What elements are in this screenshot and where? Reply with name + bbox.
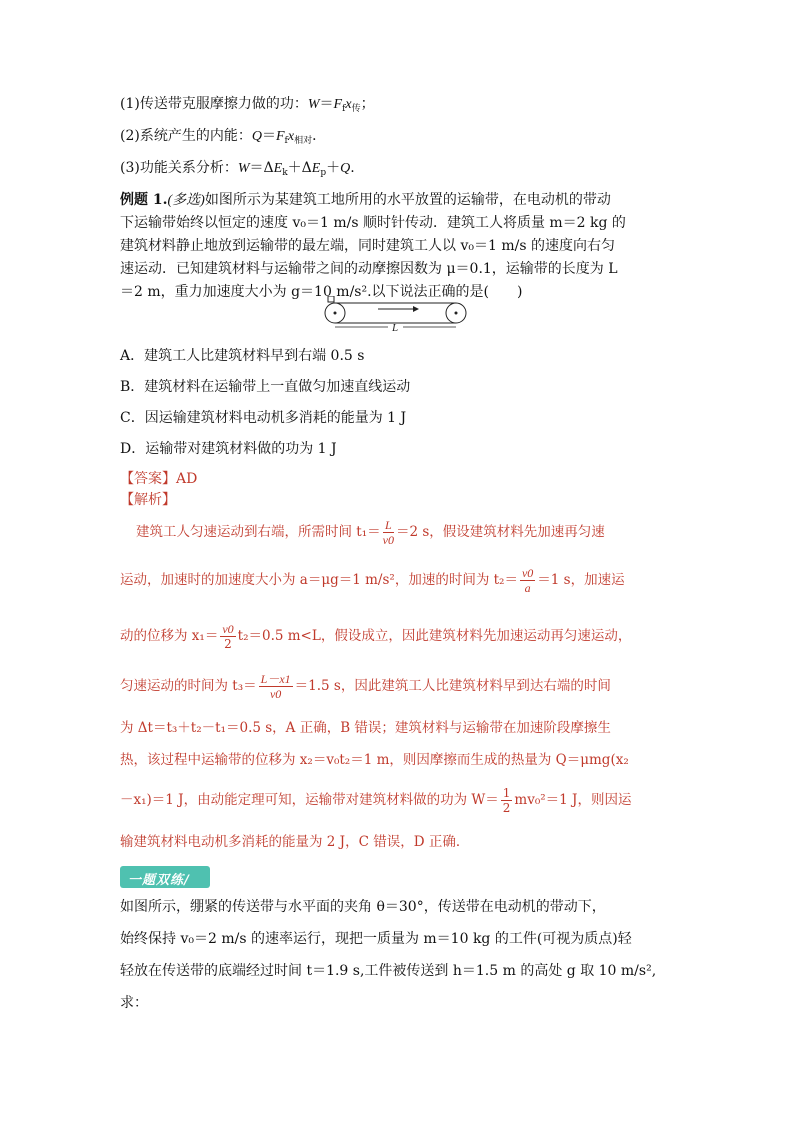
formula-text-3: (3)功能关系分析： [120,160,238,176]
answer-line [120,469,197,489]
example-line-2: 下运输带始终以恒定的速度 v₀＝1 m/s 顺时针传动．建筑工人将质量 m＝2 kg 的 [120,215,626,231]
solution-line-7: －x₁)＝1 J，由动能定理可知，运输带对建筑材料做的功为 W＝ $\frac{1}{2}$ mv₀²＝1 J，则因运 [120,786,632,815]
formula-line-2: (2)系统产生的内能：$Q=F_fx_{相对}$． [120,128,327,146]
solution-line-1: 建筑工人匀速运动到右端，所需时间 t₁＝ $\frac{L}{v0}$ ＝2 s，假设建筑材料先加速再匀速 [136,518,605,547]
practice-line-3: 轻放在传送带的底端经过时间 t＝1.9 s,工件被传送到 h＝1.5 m 的高处 g 取 10 m/s², [120,963,657,979]
practice-line-4: 求： [120,995,148,1011]
conveyor-figure [318,296,473,336]
example-line-4: 速运动．已知建筑材料与运输带之间的动摩擦因数为 μ＝0.1，运输带的长度为 L [120,261,618,277]
practice-line-2: 始终保持 v₀＝2 m/s 的速率运行，现把一质量为 m＝10 kg 的工件(可视为质点)轻 [120,931,632,947]
solution-line-4: 匀速运动的时间为 t₃＝ $\frac{L-x1}{v0}$ ＝1.5 s，因此建筑工人比建筑材料早到达右端的时间 [120,672,611,701]
option-c: C．因运输建筑材料电动机多消耗的能量为 1 J [120,410,407,426]
example-line-5: ＝2 m，重力加速度大小为 g＝10 m/s².以下说法正确的是( ) [120,284,523,300]
analysis-label: 【解析】 [120,492,176,508]
practice-badge [120,866,210,888]
length-label: L [392,322,399,334]
example-text-1: 如图所示为某建筑工地所用的水平放置的运输带，在电动机的带动 [204,192,611,208]
formula-line-1: (1)传送带克服摩擦力做的功：$W=F_fx_传$； [120,96,375,114]
solution-line-8: 输建筑材料电动机多消耗的能量为 2 J，C 错误，D 正确． [120,834,470,850]
material-block [328,296,334,302]
option-a: A．建筑工人比建筑材料早到右端 0.5 s [120,348,365,364]
badge-text: 一题双练/ [128,873,190,888]
answer-value: AD [176,471,198,487]
option-b: B．建筑材料在运输带上一直做匀加速直线运动 [120,379,411,395]
answer-label: 【答案】 [120,471,176,487]
example-line-3: 建筑材料静止地放到运输带的最左端，同时建筑工人以 v₀＝1 m/s 的速度向右匀 [120,238,615,254]
solution-line-3: 动的位移为 x₁＝ $\frac{v0}{2}$ t₂＝0.5 m<L，假设成立，因此建筑材料先加速运动再匀速运动， [120,622,632,651]
example-line-1 [120,190,611,211]
example-tag: (多选) [167,193,205,208]
formula-line-3: (3)功能关系分析：$W=\Delta E_k+\Delta E_p+Q$. [120,160,355,178]
solution-line-6: 热，该过程中运输带的位移为 x₂＝v₀t₂＝1 m，则因摩擦而生成的热量为 Q＝μmg(x₂ [120,752,629,768]
solution-line-2: 运动，加速时的加速度大小为 a＝μg＝1 m/s²，加速的时间为 t₂＝ $\frac{v0}{a}$ ＝1 s，加速运 [120,566,625,595]
formula-text-1: (1)传送带克服摩擦力做的功： [120,96,308,112]
example-title: 例题 1. [120,192,168,208]
solution-line-5: 为 Δt＝t₃＋t₂－t₁＝0.5 s，A 正确，B 错误；建筑材料与运输带在加速阶段摩擦生 [120,720,611,736]
option-d: D．运输带对建筑材料做的功为 1 J [120,441,337,457]
formula-text-2: (2)系统产生的内能： [120,128,252,144]
practice-line-1: 如图所示，绷紧的传送带与水平面的夹角 θ＝30°，传送带在电动机的带动下， [120,899,606,915]
